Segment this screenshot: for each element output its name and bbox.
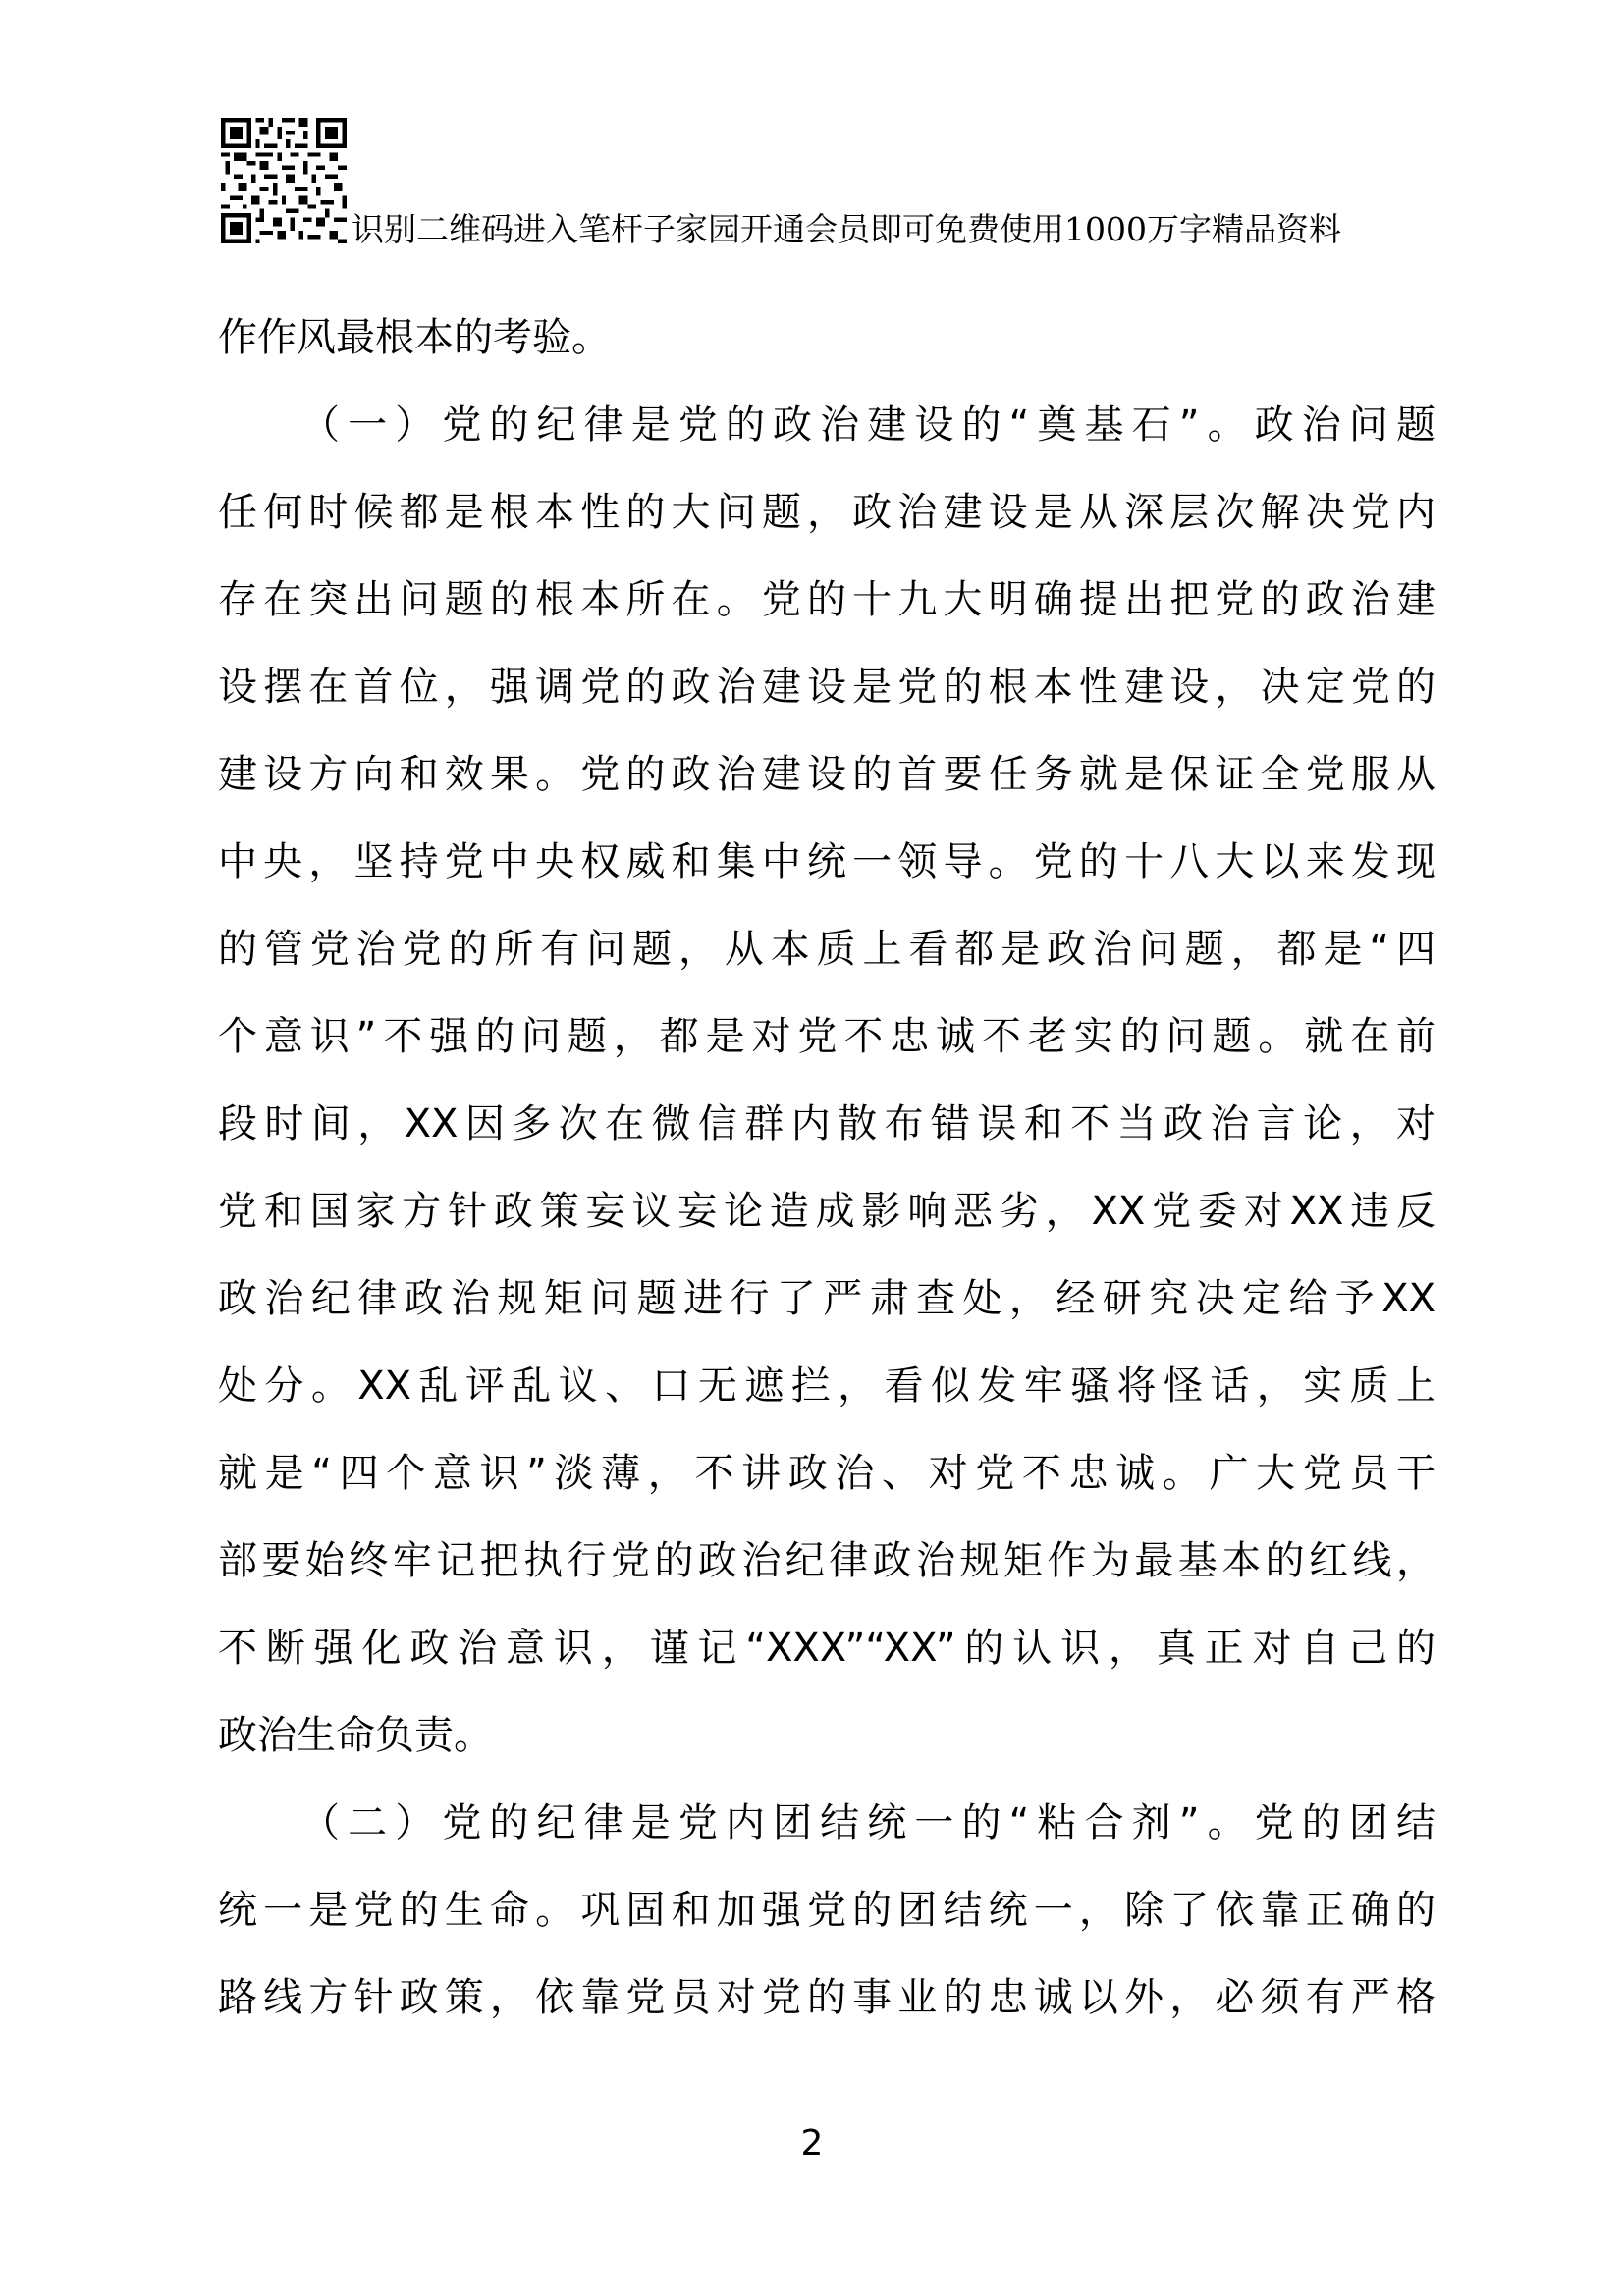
- text-line: 统一是党的生命。巩固和加强党的团结统一，除了依靠正确的: [218, 1888, 1435, 1933]
- text-line: 不断强化政治意识，谨记“XXX”“XX”的认识，真正对自己的: [218, 1626, 1435, 1671]
- text-line: 政治纪律政治规矩问题进行了严肃查处，经研究决定给予XX: [218, 1276, 1435, 1321]
- text-line: （二）党的纪律是党内团结统一的“粘合剂”。党的团结: [300, 1800, 1435, 1845]
- text-line: （一）党的纪律是党的政治建设的“奠基石”。政治问题: [300, 402, 1435, 448]
- text-line: 政治生命负责。: [218, 1713, 493, 1758]
- text-line: 作作风最根本的考验。: [218, 315, 611, 360]
- text-line: 任何时候都是根本性的大问题，政治建设是从深层次解决党内: [218, 490, 1435, 535]
- text-line: 部要始终牢记把执行党的政治纪律政治规矩作为最基本的红线，: [218, 1538, 1435, 1583]
- text-line: 路线方针政策，依靠党员对党的事业的忠诚以外，必须有严格: [218, 1975, 1435, 2020]
- text-line: 设摆在首位，强调党的政治建设是党的根本性建设，决定党的: [218, 665, 1435, 710]
- text-line: 中央，坚持党中央权威和集中统一领导。党的十八大以来发现: [218, 839, 1435, 884]
- text-line: 个意识”不强的问题，都是对党不忠诚不老实的问题。就在前: [218, 1014, 1435, 1059]
- qr-code: [221, 118, 347, 243]
- text-line: 建设方向和效果。党的政治建设的首要任务就是保证全党服从: [218, 752, 1435, 797]
- promo-banner-text: 识别二维码进入笔杆子家园开通会员即可免费使用1000万字精品资料: [352, 210, 1341, 248]
- text-line: 存在突出问题的根本所在。党的十九大明确提出把党的政治建: [218, 577, 1435, 622]
- text-line: 处分。XX乱评乱议、口无遮拦，看似发牢骚将怪话，实质上: [218, 1363, 1435, 1409]
- text-line: 就是“四个意识”淡薄，不讲政治、对党不忠诚。广大党员干: [218, 1451, 1435, 1496]
- text-line: 的管党治党的所有问题，从本质上看都是政治问题，都是“四: [218, 927, 1435, 972]
- text-line: 党和国家方针政策妄议妄论造成影响恶劣，XX党委对XX违反: [218, 1189, 1435, 1234]
- text-line: 段时间，XX因多次在微信群内散布错误和不当政治言论，对: [218, 1101, 1435, 1147]
- page-number: 2: [800, 2123, 824, 2163]
